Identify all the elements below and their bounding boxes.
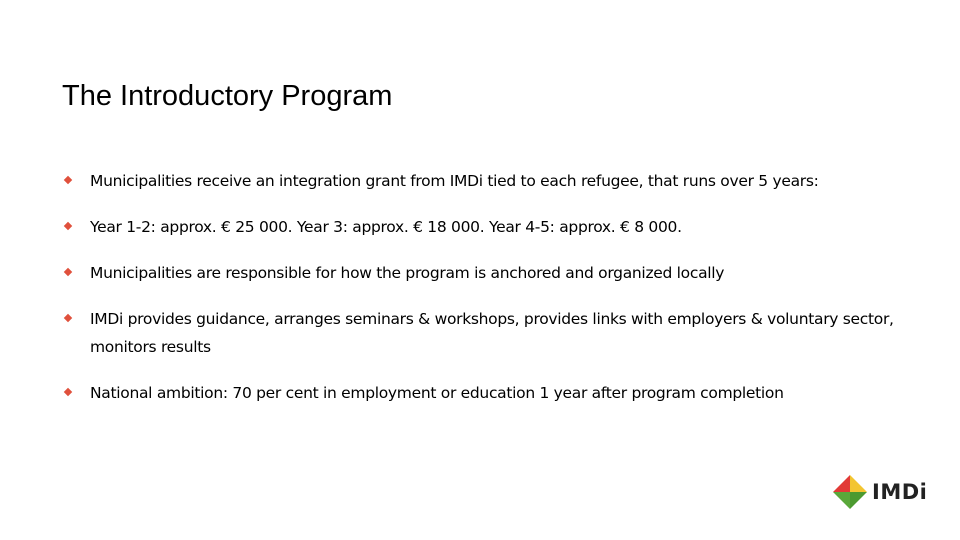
imdi-logo <box>832 474 927 510</box>
logo-text: IMDi <box>872 480 928 504</box>
diamond-bullet-icon <box>64 268 72 276</box>
bullet-text: Municipalities receive an integration grant from IMDi tied to each refugee, that runs over 5 years: <box>90 172 819 190</box>
diamond-bullet-icon <box>64 176 72 184</box>
diamond-bullet-icon <box>64 314 72 322</box>
bullet-item <box>62 167 902 195</box>
diamond-bullet-icon <box>64 388 72 396</box>
bullet-item <box>62 305 902 361</box>
bullet-item <box>62 213 902 241</box>
imdi-diamond-icon <box>832 474 868 510</box>
bullet-text: National ambition: 70 per cent in employment or education 1 year after program completion <box>90 384 784 402</box>
slide-title: The Introductory Program <box>62 80 393 112</box>
bullet-text: IMDi provides guidance, arranges seminars & workshops, provides links with employers & voluntary sector, monitors results <box>90 310 894 356</box>
bullet-text: Year 1-2: approx. € 25 000. Year 3: approx. € 18 000. Year 4-5: approx. € 8 000. <box>90 218 682 236</box>
bullet-item <box>62 259 902 287</box>
bullet-text: Municipalities are responsible for how the program is anchored and organized locally <box>90 264 725 282</box>
bullet-item <box>62 379 902 407</box>
diamond-bullet-icon <box>64 222 72 230</box>
